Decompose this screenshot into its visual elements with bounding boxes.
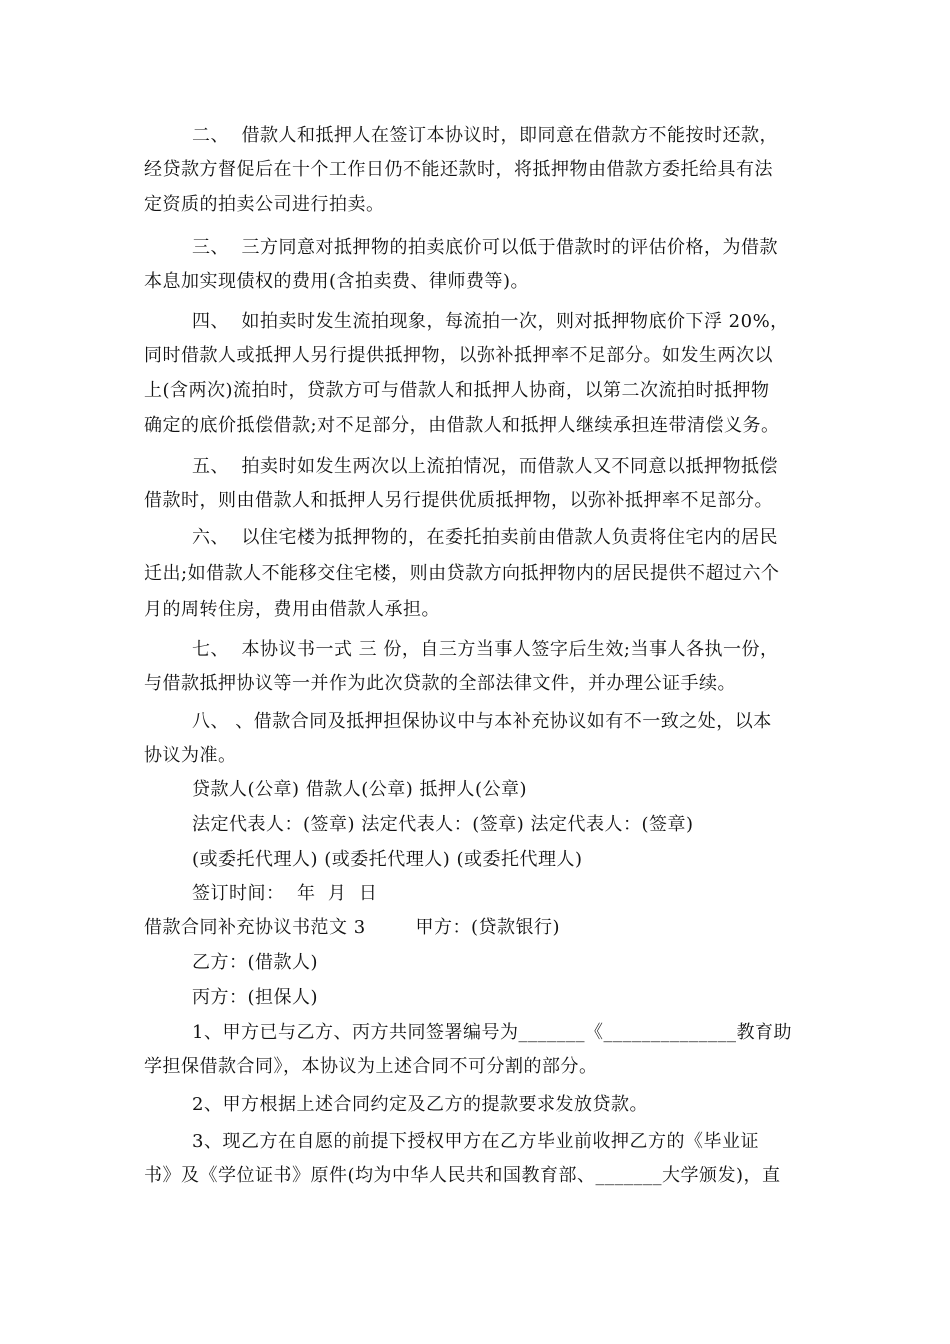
clause-3-line-2: 本息加实现债权的费用(含拍卖费、律师费等)。 [144,271,530,292]
clause-7-line-1: 七、 本协议书一式 三 份，自三方当事人签字后生效;当事人各执一份， [192,639,779,660]
party-c: 丙方：(担保人) [192,987,319,1008]
party-b: 乙方：(借款人) [192,952,319,973]
item-1-line-2: 学担保借款合同》，本协议为上述合同不可分割的部分。 [144,1056,598,1077]
clause-5-line-1: 五、 拍卖时如发生两次以上流拍情况，而借款人又不同意以抵押物抵偿 [192,456,778,477]
item-1-line-1: 1、甲方已与乙方、丙方共同签署编号为_______《______________教育助 [192,1022,792,1043]
clause-2-line-1: 二、 借款人和抵押人在签订本协议时，即同意在借款方不能按时还款， [192,125,778,146]
item-3-line-2: 书》及《学位证书》原件(均为中华人民共和国教育部、_______大学颁发)，直 [144,1165,781,1186]
representative-row: 法定代表人：(签章) 法定代表人：(签章) 法定代表人：(签章) [192,814,694,835]
item-3-line-1: 3、现乙方在自愿的前提下授权甲方在乙方毕业前收押乙方的《毕业证 [192,1131,759,1152]
clause-3-line-1: 三、 三方同意对抵押物的拍卖底价可以低于借款时的评估价格，为借款 [192,237,778,258]
signing-date-row: 签订时间： 年 月 日 [192,883,378,904]
sample-3-heading: 借款合同补充协议书范文 3 甲方：(贷款银行) [144,917,560,938]
clause-2-line-3: 定资质的拍卖公司进行拍卖。 [144,194,385,215]
seal-row: 贷款人(公章) 借款人(公章) 抵押人(公章) [192,779,528,800]
clause-4-line-3: 上(含两次)流拍时，贷款方可与借款人和抵押人协商，以第二次流拍时抵押物 [144,380,770,401]
clause-5-line-2: 借款时，则由借款人和抵押人另行提供优质抵押物，以弥补抵押率不足部分。 [144,490,773,511]
clause-7-line-2: 与借款抵押协议等一并作为此次贷款的全部法律文件，并办理公证手续。 [144,673,736,694]
clause-6-line-3: 月的周转住房，费用由借款人承担。 [144,599,440,620]
clause-4-line-4: 确定的底价抵偿借款;对不足部分，由借款人和抵押人继续承担连带清偿义务。 [144,415,780,436]
clause-6-line-2: 迁出;如借款人不能移交住宅楼，则由贷款方向抵押物内的居民提供不超过六个 [144,563,780,584]
item-2: 2、甲方根据上述合同约定及乙方的提款要求发放贷款。 [192,1094,648,1115]
clause-6-line-1: 六、 以住宅楼为抵押物的，在委托拍卖前由借款人负责将住宅内的居民 [192,527,778,548]
clause-4-line-2: 同时借款人或抵押人另行提供抵押物，以弥补抵押率不足部分。如发生两次以 [144,345,773,366]
clause-8-line-1: 八、 、借款合同及抵押担保协议中与本补充协议如有不一致之处，以本 [192,711,772,732]
clause-8-line-2: 协议为准。 [144,745,237,766]
clause-2-line-2: 经贷款方督促后在十个工作日仍不能还款时，将抵押物由借款方委托给具有法 [144,159,773,180]
clause-4-line-1: 四、 如拍卖时发生流拍现象，每流拍一次，则对抵押物底价下浮 20%， [192,311,789,332]
agent-row: (或委托代理人) (或委托代理人) (或委托代理人) [192,849,583,870]
